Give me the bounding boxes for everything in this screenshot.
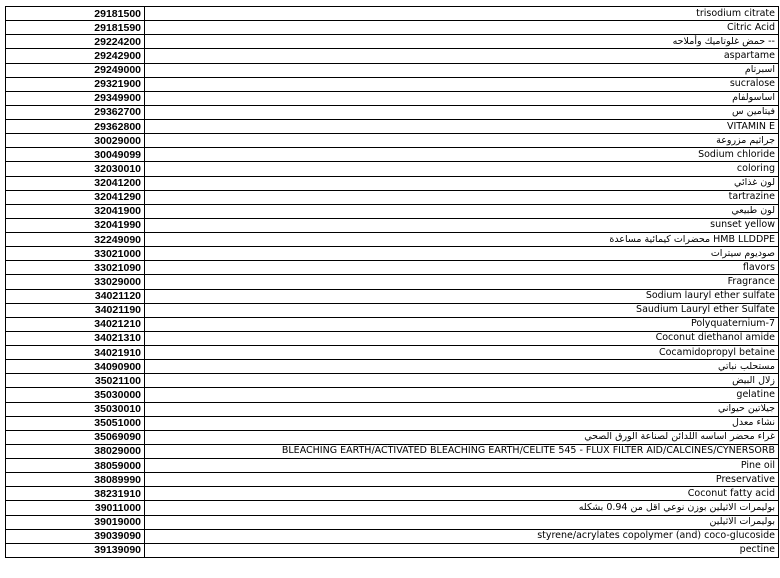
description-cell	[145, 204, 779, 218]
table-row	[6, 459, 779, 473]
description-text: Polyquaternium-7	[690, 318, 775, 330]
table-row	[6, 473, 779, 487]
description-cell	[145, 148, 779, 162]
description-text: BLEACHING EARTH/ACTIVATED BLEACHING EARTH/CELITE 545 - FLUX FILTER AID/CALCINES/CYNERSORB	[281, 445, 775, 457]
table-row	[6, 176, 779, 190]
description-cell	[145, 63, 779, 77]
table-row	[6, 416, 779, 430]
description-cell	[145, 346, 779, 360]
description-cell	[145, 543, 779, 557]
hs-code-cell: 38089990	[6, 473, 145, 487]
description-cell	[145, 529, 779, 543]
description-text: tartrazine	[728, 191, 775, 203]
table-row	[6, 501, 779, 515]
description-text: مستحلب نباتي	[717, 360, 775, 372]
hs-code-cell: 29249000	[6, 63, 145, 77]
table-row	[6, 487, 779, 501]
table-row	[6, 331, 779, 345]
description-text: Sodium chloride	[698, 148, 775, 160]
hs-code-cell: 34021310	[6, 331, 145, 345]
table-row	[6, 289, 779, 303]
description-cell	[145, 49, 779, 63]
description-cell	[145, 444, 779, 458]
table-row	[6, 21, 779, 35]
description-text: فيتامين س	[732, 106, 775, 118]
description-cell	[145, 218, 779, 232]
description-text: اساسولفام	[732, 92, 775, 104]
description-text: Citric Acid	[726, 21, 775, 33]
description-cell	[145, 21, 779, 35]
description-cell	[145, 261, 779, 275]
table-row	[6, 346, 779, 360]
description-cell	[145, 77, 779, 91]
description-text: Coconut diethanol amide	[655, 332, 775, 344]
hs-code-cell: 29362800	[6, 120, 145, 134]
table-row	[6, 543, 779, 557]
description-cell	[145, 35, 779, 49]
table-row	[6, 374, 779, 388]
description-text: Saudium Lauryl ether Sulfate	[636, 304, 775, 316]
table-row	[6, 529, 779, 543]
hs-code-cell: 34021910	[6, 346, 145, 360]
description-cell	[145, 105, 779, 119]
description-cell	[145, 233, 779, 247]
description-text: flavors	[742, 261, 775, 273]
table-row	[6, 515, 779, 529]
description-text: sunset yellow	[710, 219, 775, 231]
description-text: aspartame	[723, 49, 775, 61]
hs-code-cell: 30029000	[6, 134, 145, 148]
hs-code-cell: 32041900	[6, 204, 145, 218]
hs-code-cell: 30049099	[6, 148, 145, 162]
description-text: Sodium lauryl ether sulfate	[645, 290, 775, 302]
hs-code-cell: 32249090	[6, 233, 145, 247]
description-text: Coconut fatty acid	[687, 487, 775, 499]
description-text: صوديوم سيترات	[710, 247, 775, 259]
table-row	[6, 402, 779, 416]
table-row	[6, 430, 779, 444]
description-cell	[145, 7, 779, 21]
description-cell	[145, 317, 779, 331]
table-row	[6, 35, 779, 49]
hs-code-cell: 35069090	[6, 430, 145, 444]
table-row	[6, 63, 779, 77]
hs-code-cell: 34090900	[6, 360, 145, 374]
tariff-code-table	[5, 6, 779, 558]
hs-code-cell: 29181500	[6, 7, 145, 21]
description-cell	[145, 289, 779, 303]
description-text: لون طبيعي	[731, 205, 775, 217]
description-text: غراء محضر اساسه اللدائن لصناعة الورق الصحي	[584, 431, 775, 443]
description-text: نشاء معدل	[731, 417, 775, 429]
hs-code-cell: 39011000	[6, 501, 145, 515]
table-row	[6, 233, 779, 247]
hs-code-cell: 35021100	[6, 374, 145, 388]
hs-code-cell: 33021090	[6, 261, 145, 275]
description-text: gelatine	[736, 388, 775, 400]
description-text: بوليمرات الاثيلين بوزن نوعي اقل من 0.94 بشكله	[578, 501, 775, 513]
description-cell	[145, 402, 779, 416]
description-text: اسبرتام	[744, 64, 775, 76]
hs-code-cell: 29321900	[6, 77, 145, 91]
hs-code-cell: 29362700	[6, 105, 145, 119]
hs-code-cell: 35051000	[6, 416, 145, 430]
description-text: محضرات كيمائية مساعدة HMB LLDDPE	[609, 233, 775, 245]
hs-code-cell: 38059000	[6, 459, 145, 473]
description-text: Fragrance	[727, 275, 775, 287]
description-cell	[145, 416, 779, 430]
table-row	[6, 120, 779, 134]
description-cell	[145, 134, 779, 148]
table-row	[6, 91, 779, 105]
hs-code-cell: 33029000	[6, 275, 145, 289]
table-row	[6, 204, 779, 218]
hs-code-cell: 34021190	[6, 303, 145, 317]
description-cell	[145, 515, 779, 529]
hs-code-cell: 29224200	[6, 35, 145, 49]
hs-code-cell: 32041990	[6, 218, 145, 232]
description-cell	[145, 487, 779, 501]
hs-code-cell: 35030010	[6, 402, 145, 416]
description-cell	[145, 176, 779, 190]
hs-code-cell: 29349900	[6, 91, 145, 105]
hs-code-cell: 38029000	[6, 444, 145, 458]
table-row	[6, 218, 779, 232]
table-row	[6, 444, 779, 458]
description-text: حمض غلوتاميك وأملاحه --	[672, 35, 775, 47]
hs-code-cell: 29242900	[6, 49, 145, 63]
table-row	[6, 77, 779, 91]
table-row	[6, 303, 779, 317]
description-text: styrene/acrylates copolymer (and) coco-glucoside	[537, 530, 775, 542]
description-cell	[145, 459, 779, 473]
description-cell	[145, 190, 779, 204]
hs-code-cell: 32041290	[6, 190, 145, 204]
hs-code-cell: 39019000	[6, 515, 145, 529]
description-cell	[145, 331, 779, 345]
description-text: Cocamidopropyl betaine	[658, 346, 775, 358]
description-text: جيلاتين حيواني	[717, 403, 775, 415]
description-cell	[145, 247, 779, 261]
description-cell	[145, 374, 779, 388]
table-row	[6, 190, 779, 204]
table-row	[6, 317, 779, 331]
table-row	[6, 388, 779, 402]
description-cell	[145, 501, 779, 515]
table-row	[6, 162, 779, 176]
description-cell	[145, 275, 779, 289]
hs-code-cell: 35030000	[6, 388, 145, 402]
description-text: Pine oil	[740, 459, 775, 471]
description-text: coloring	[736, 162, 775, 174]
hs-code-cell: 39139090	[6, 543, 145, 557]
description-text: لون غذائي	[734, 177, 775, 189]
hs-code-cell: 34021210	[6, 317, 145, 331]
table-body	[6, 7, 779, 558]
description-cell	[145, 120, 779, 134]
table-row	[6, 148, 779, 162]
description-text: Preservative	[715, 473, 775, 485]
table-row	[6, 49, 779, 63]
table-row	[6, 247, 779, 261]
description-cell	[145, 360, 779, 374]
description-cell	[145, 303, 779, 317]
description-text: زلال البيض	[732, 374, 775, 386]
hs-code-cell: 33021000	[6, 247, 145, 261]
description-cell	[145, 162, 779, 176]
description-cell	[145, 473, 779, 487]
table-row	[6, 360, 779, 374]
description-cell	[145, 388, 779, 402]
description-cell	[145, 430, 779, 444]
description-text: trisodium citrate	[696, 7, 775, 19]
table-row	[6, 105, 779, 119]
table-row	[6, 134, 779, 148]
description-text: VITAMIN E	[727, 120, 775, 132]
hs-code-cell: 38231910	[6, 487, 145, 501]
hs-code-cell: 29181590	[6, 21, 145, 35]
description-text: بوليمرات الاثيلين	[709, 516, 775, 528]
description-text: جراثيم مزروعة	[716, 134, 775, 146]
description-cell	[145, 91, 779, 105]
description-text: sucralose	[729, 78, 775, 90]
hs-code-cell: 39039090	[6, 529, 145, 543]
table-row	[6, 7, 779, 21]
hs-code-cell: 34021120	[6, 289, 145, 303]
table-row	[6, 275, 779, 289]
table-row	[6, 261, 779, 275]
hs-code-cell: 32030010	[6, 162, 145, 176]
description-text: pectine	[739, 544, 775, 556]
hs-code-cell: 32041200	[6, 176, 145, 190]
